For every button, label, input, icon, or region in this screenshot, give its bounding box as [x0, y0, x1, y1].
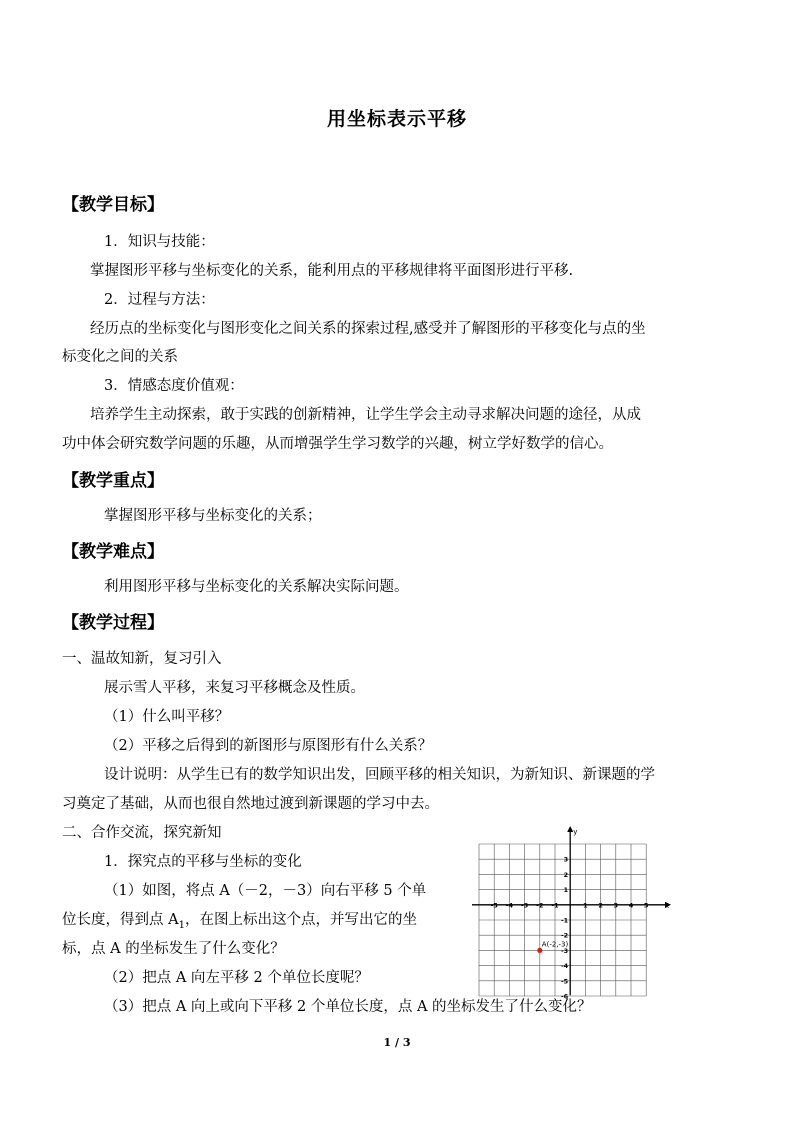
process-line-10-tail: ，在图上标出这个点，并写出它的坐 [184, 912, 417, 928]
process-line-8: 1．探究点的平移与坐标的变化 [104, 854, 302, 870]
point-a-label: A(-2,-3) [541, 940, 569, 949]
objective-line-4: 经历点的坐标变化与图形变化之间关系的探索过程,感受并了解图形的平移变化与点的坐 [90, 321, 646, 337]
coordinate-grid-figure [470, 824, 675, 1001]
difficulties-text: 利用图形平移与坐标变化的关系解决实际问题。 [104, 579, 409, 595]
process-line-2: 展示雪人平移，来复习平移概念及性质。 [104, 680, 365, 696]
process-line-12: （2）把点 A 向左平移 2 个单位长度呢？ [104, 970, 369, 986]
y-tick-label: -4 [560, 962, 569, 971]
x-tick-label: 1 [583, 901, 588, 910]
process-line-10-text: 位长度，得到点 A [62, 912, 179, 928]
process-line-7: 二、合作交流，探究新知 [62, 825, 222, 841]
page-number: 1 / 3 [383, 1036, 411, 1049]
page-title: 用坐标表示平移 [326, 108, 467, 130]
section-heading-difficulties: 【教学难点】 [62, 542, 164, 562]
x-tick-label: 5 [643, 901, 649, 910]
objective-line-2: 掌握图形平移与坐标变化的关系，能利用点的平移规律将平面图形进行平移. [90, 263, 574, 279]
process-line-11: 标，点 A 的坐标发生了什么变化？ [62, 941, 285, 957]
y-tick-label: -3 [560, 946, 569, 955]
section-heading-process: 【教学过程】 [62, 613, 164, 633]
y-tick-label: -1 [560, 916, 569, 925]
process-line-3: （1）什么叫平移？ [104, 709, 230, 725]
x-tick-label: -3 [520, 901, 529, 910]
section-heading-objectives: 【教学目标】 [62, 195, 164, 215]
x-tick-label: 4 [628, 901, 634, 910]
x-tick-label: 2 [598, 901, 603, 910]
y-axis-label: y [573, 828, 578, 836]
objective-line-8: 功中体会研究数学问题的乐趣，从而增强学生学习数学的兴趣，树立学好数学的信心。 [62, 436, 613, 452]
objective-line-7: 培养学生主动探索，敢于实践的创新精神，让学生学会主动寻求解决问题的途径，从成 [90, 407, 641, 423]
objective-line-5: 标变化之间的关系 [62, 349, 178, 365]
key-points-text: 掌握图形平移与坐标变化的关系； [104, 508, 322, 524]
section-heading-key-points: 【教学重点】 [62, 471, 164, 491]
process-line-6: 习奠定了基础，从而也很自然地过渡到新课题的学习中去。 [62, 796, 439, 812]
point-a-marker [537, 948, 542, 953]
y-tick-label: -2 [560, 931, 569, 940]
y-tick-label: -6 [560, 992, 569, 1001]
x-tick-label: -2 [536, 901, 544, 910]
process-line-9: （1）如图，将点 A（－2，－3）向右平移 5 个单 [104, 883, 427, 899]
process-line-5: 设计说明：从学生已有的数学知识出发，回顾平移的相关知识，为新知识、新课题的学 [104, 767, 655, 783]
y-tick-label: 1 [563, 886, 569, 895]
y-tick-label: 3 [563, 855, 569, 864]
x-tick-label: -1 [551, 901, 559, 910]
x-tick-label: -5 [490, 901, 498, 910]
objective-line-3: 2．过程与方法： [104, 292, 215, 308]
objective-line-6: 3．情感态度价值观： [104, 378, 244, 394]
x-tick-label: 3 [613, 901, 619, 910]
process-line-13: （3）把点 A 向上或向下平移 2 个单位长度，点 A 的坐标发生了什么变化？ [104, 999, 592, 1015]
process-line-1: 一、温故知新，复习引入 [62, 651, 222, 667]
process-line-4: （2）平移之后得到的新图形与原图形有什么关系？ [104, 738, 433, 754]
x-axis-label: x [665, 901, 670, 910]
process-line-10 [62, 911, 417, 935]
axes [472, 826, 671, 995]
y-tick-label: 2 [563, 870, 569, 879]
subscript-one: 1 [178, 919, 185, 931]
x-tick-label: -4 [505, 901, 514, 910]
y-tick-label: -5 [560, 977, 569, 986]
objective-line-1: 1．知识与技能： [104, 234, 215, 250]
